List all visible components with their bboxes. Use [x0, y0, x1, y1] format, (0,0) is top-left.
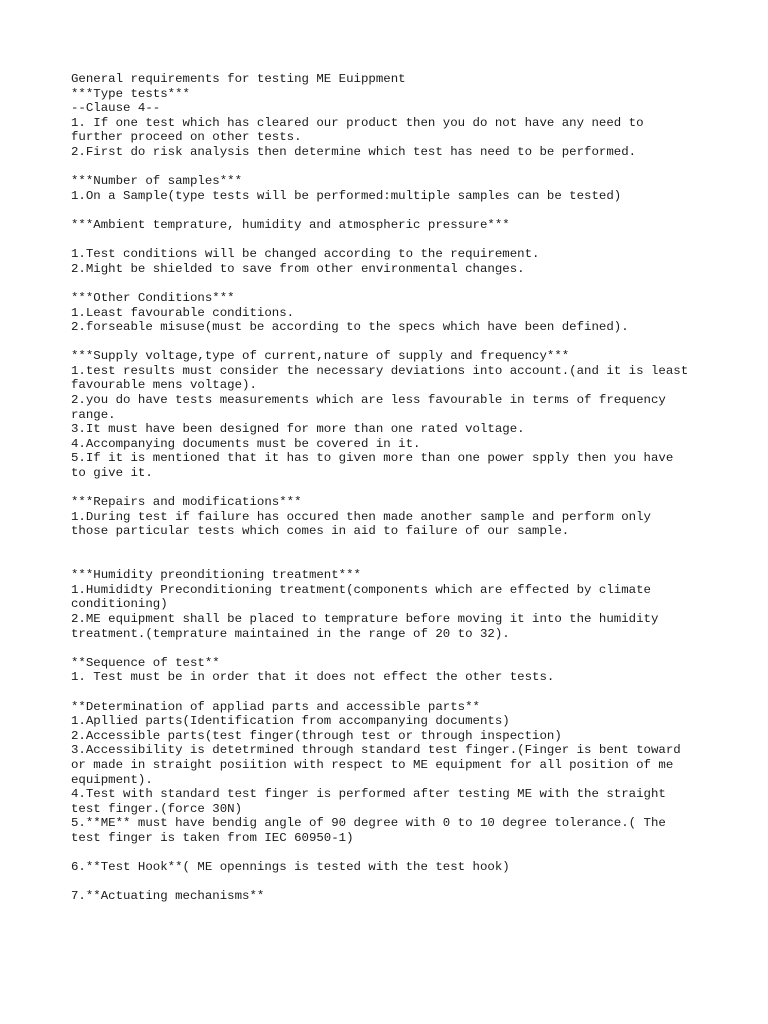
blank-line: [71, 160, 721, 175]
text-line: further proceed on other tests.: [71, 130, 302, 145]
text-line: 1.Apllied parts(Identification from accompanying documents): [71, 714, 510, 729]
doc-title: General requirements for testing ME Euippment: [71, 72, 406, 86]
text-line: 6.**Test Hook**( ME opennings is tested with the test hook): [71, 860, 510, 875]
document-page: [71, 72, 721, 904]
blank-line: [71, 685, 721, 700]
text-line: 2.Accessible parts(test finger(through test or through inspection): [71, 728, 562, 743]
text-line: 2.you do have tests measurements which are less favourable in terms of frequency: [71, 393, 666, 408]
blank-line: [71, 481, 721, 496]
blank-line: [71, 641, 721, 656]
text-line: those particular tests which comes in aid to failure of our sample.: [71, 524, 570, 539]
blank-line: [71, 203, 721, 218]
text-line: 3.Accessibility is detetrmined through standard test finger.(Finger is bent toward: [71, 743, 681, 758]
blank-line: [71, 276, 721, 291]
text-line: 1.On a Sample(type tests will be performed:multiple samples can be tested): [71, 188, 622, 203]
text-line: 1.Least favourable conditions.: [71, 305, 295, 320]
section-heading: ***Humidity preonditioning treatment***: [71, 568, 361, 583]
text-line: 1.Humididty Preconditioning treatment(components which are effected by climate: [71, 582, 651, 597]
section-heading: **Determination of appliad parts and accessible parts**: [71, 699, 480, 714]
text-line: 2.ME equipment shall be placed to temprature before moving it into the humidity: [71, 611, 659, 626]
text-line: 2.forseable misuse(must be according to the specs which have been defined).: [71, 320, 629, 335]
text-line: 2.First do risk analysis then determine which test has need to be performed.: [71, 144, 637, 159]
text-line: 3.It must have been designed for more than one rated voltage.: [71, 422, 525, 437]
text-line: 5.If it is mentioned that it has to given more than one power spply then you have: [71, 451, 674, 466]
text-line: test finger is taken from IEC 60950-1): [71, 830, 354, 845]
text-line: equipment).: [71, 772, 153, 787]
text-line: 5.**ME** must have bendig angle of 90 degree with 0 to 10 degree tolerance.( The: [71, 816, 666, 831]
blank-line: [71, 233, 721, 248]
section-heading: ***Type tests***: [71, 86, 190, 101]
section-heading: ***Repairs and modifications***: [71, 495, 302, 510]
text-line: 1.test results must consider the necessary deviations into account.(and it is least: [71, 363, 689, 378]
section-heading: ***Supply voltage,type of current,nature of supply and frequency***: [71, 349, 570, 364]
section-heading: ***Other Conditions***: [71, 290, 235, 305]
text-line: test finger.(force 30N): [71, 801, 243, 816]
text-line: 2.Might be shielded to save from other environmental changes.: [71, 261, 525, 276]
text-line: 1.Test conditions will be changed according to the requirement.: [71, 247, 540, 262]
text-line: conditioning): [71, 597, 168, 612]
text-line: 1. If one test which has cleared our product then you do not have any need to: [71, 115, 644, 130]
blank-line: [71, 554, 721, 569]
text-line: 4.Test with standard test finger is performed after testing ME with the straight: [71, 787, 666, 802]
text-line: treatment.(temprature maintained in the range of 20 to 32).: [71, 626, 510, 641]
text-line: 7.**Actuating mechanisms**: [71, 889, 265, 904]
blank-line: [71, 845, 721, 860]
blank-line: [71, 335, 721, 350]
section-heading: ***Number of samples***: [71, 174, 243, 189]
text-line: 4.Accompanying documents must be covered in it.: [71, 436, 421, 451]
text-line: 1.During test if failure has occured then made another sample and perform only: [71, 509, 651, 524]
section-heading: ***Ambient temprature, humidity and atmospheric pressure***: [71, 217, 510, 232]
text-line: 1. Test must be in order that it does not effect the other tests.: [71, 670, 555, 685]
text-line: or made in straight posiition with respect to ME equipment for all position of me: [71, 757, 674, 772]
text-line: range.: [71, 407, 116, 422]
text-line: favourable mens voltage).: [71, 378, 257, 393]
blank-line: [71, 875, 721, 890]
clause-label: --Clause 4--: [71, 101, 161, 116]
text-line: to give it.: [71, 466, 153, 481]
blank-line: [71, 539, 721, 554]
section-heading: **Sequence of test**: [71, 655, 220, 670]
